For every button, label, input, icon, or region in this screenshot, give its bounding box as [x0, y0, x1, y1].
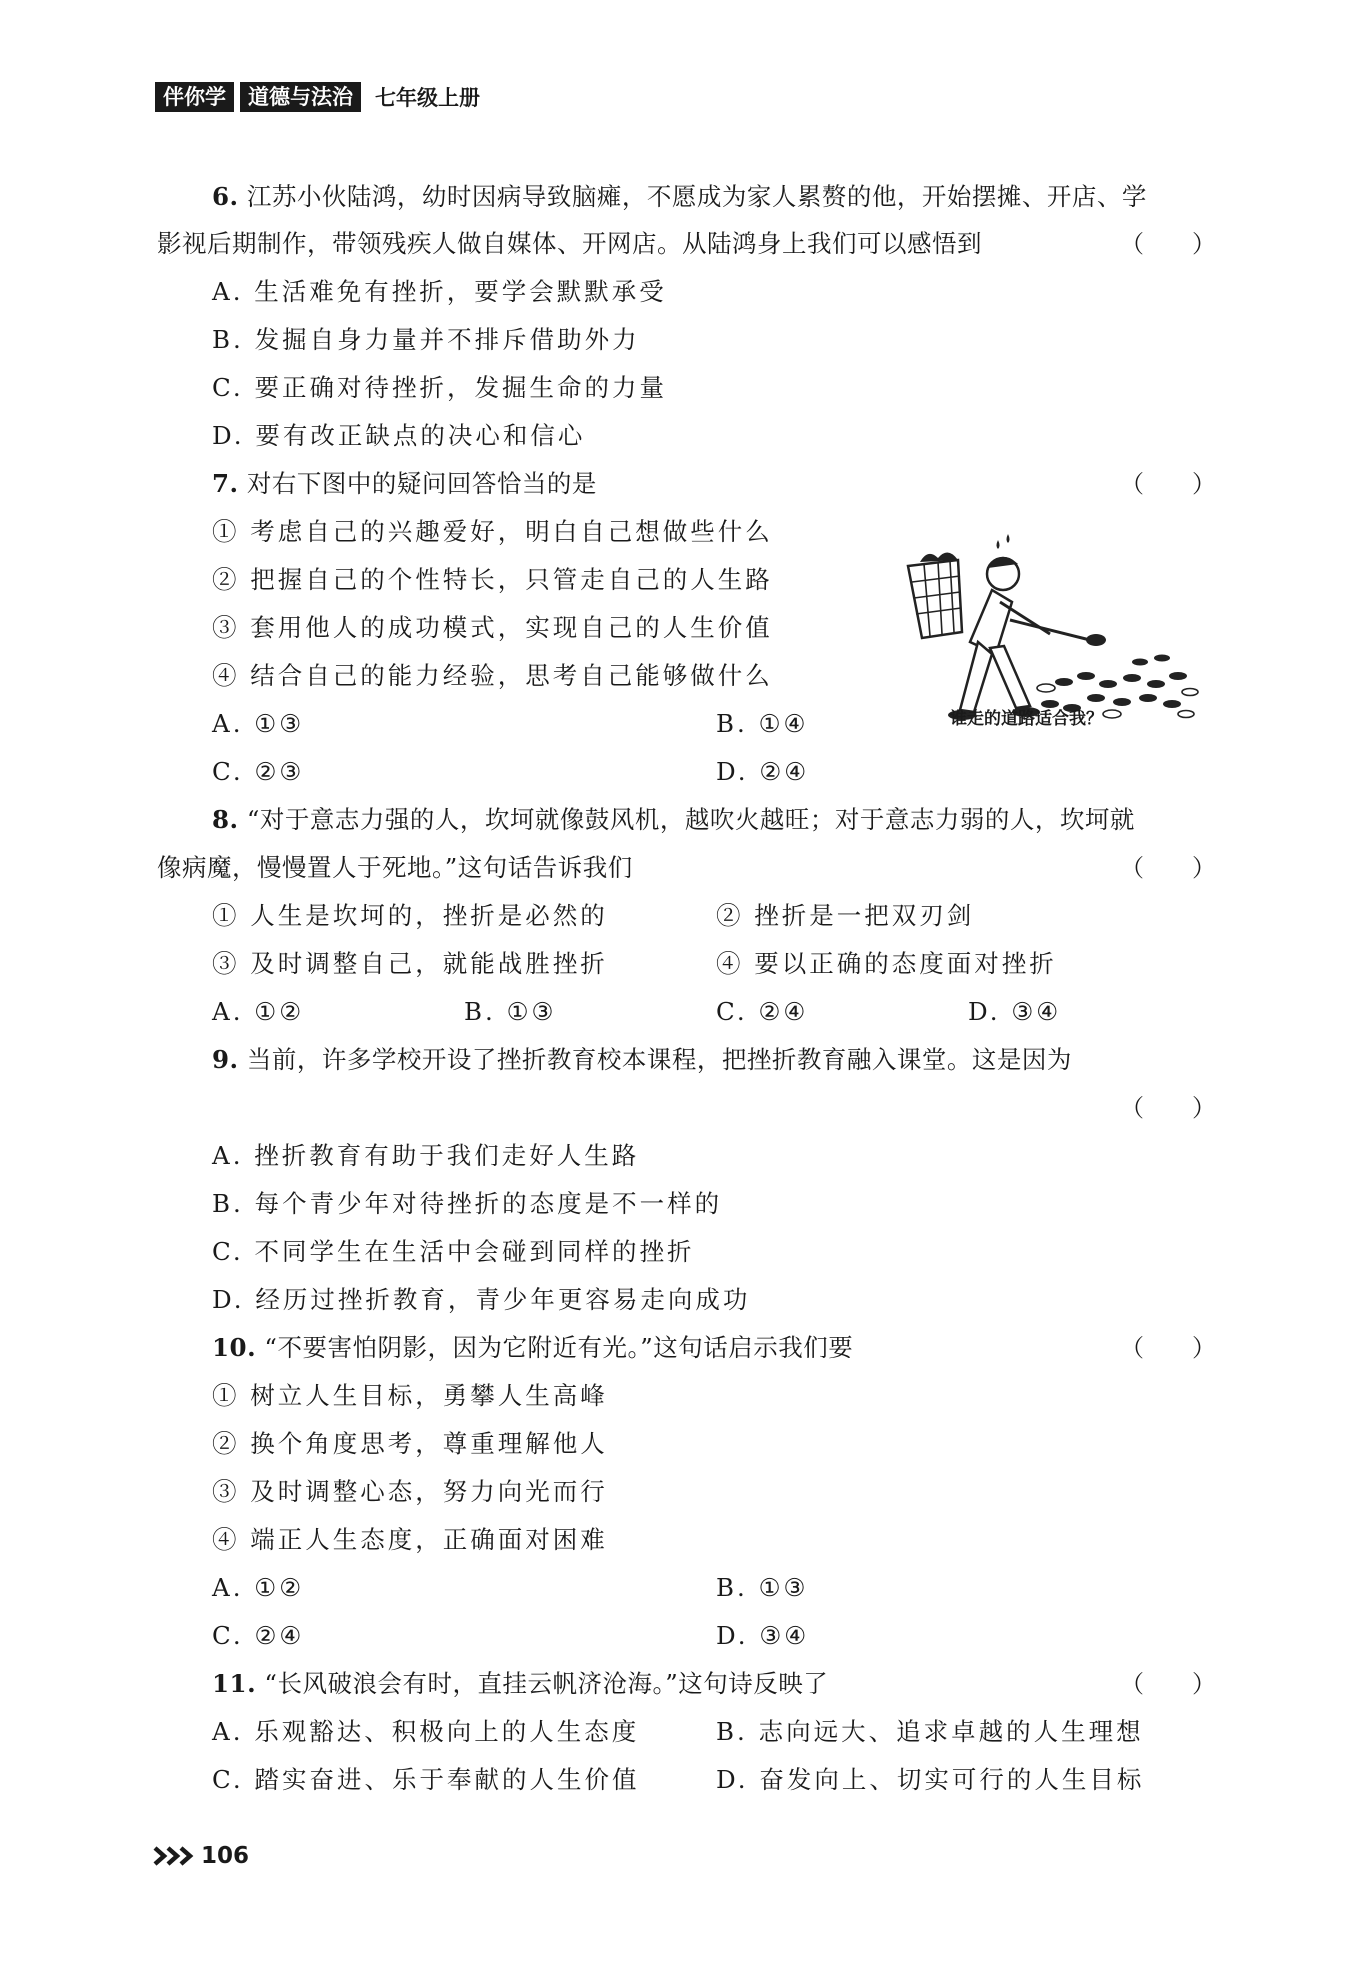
q6-stem-line2: 影视后期制作，带领残疾人做自媒体、开网店。从陆鸿身上我们可以感悟到 — [157, 229, 982, 258]
q10-item-1: ① 树立人生目标，勇攀人生高峰 — [212, 1381, 608, 1410]
q10-option-a[interactable]: A. ①② — [212, 1573, 305, 1602]
q8-stem-line2: 像病魔，慢慢置人于死地。”这句话告诉我们 — [157, 853, 633, 882]
figure-caption: 谁走的道路适合我？ — [950, 709, 1103, 729]
q10-item-4: ④ 端正人生态度，正确面对困难 — [212, 1525, 608, 1554]
q8-item-4: ④ 要以正确的态度面对挫折 — [716, 949, 1057, 978]
q10-item-2: ② 换个角度思考，尊重理解他人 — [212, 1429, 608, 1458]
q6-stem-line1 — [212, 180, 1147, 214]
q8-item-1: ① 人生是坎坷的，挫折是必然的 — [212, 901, 608, 930]
triple-chevron-icon — [153, 1845, 197, 1867]
q6-option-b[interactable]: B. 发掘自身力量并不排斥借助外力 — [212, 325, 640, 354]
q10-number: 10. — [212, 1333, 257, 1362]
q8-option-b[interactable]: B. ①③ — [464, 997, 557, 1026]
q7-answer-paren[interactable]: （ ） — [1120, 470, 1216, 498]
q9-option-a[interactable]: A. 挫折教育有助于我们走好人生路 — [212, 1141, 640, 1170]
q8-number: 8. — [212, 805, 239, 834]
q8-answer-paren[interactable]: （ ） — [1120, 854, 1216, 882]
running-header — [155, 82, 480, 112]
q10-stem — [212, 1331, 853, 1365]
q7-item-1: ① 考虑自己的兴趣爱好，明白自己想做些什么 — [212, 517, 773, 546]
q8-item-3: ③ 及时调整自己，就能战胜挫折 — [212, 949, 608, 978]
q9-number: 9. — [212, 1045, 239, 1074]
q7-item-4: ④ 结合自己的能力经验，思考自己能够做什么 — [212, 661, 773, 690]
q6-option-a[interactable]: A. 生活难免有挫折，要学会默默承受 — [212, 277, 667, 306]
q7-option-b[interactable]: B. ①④ — [716, 709, 809, 738]
q7-option-a[interactable]: A. ①③ — [212, 709, 305, 738]
q9-answer-paren[interactable]: （ ） — [1120, 1094, 1216, 1122]
q6-number: 6. — [212, 182, 239, 211]
q11-stem — [212, 1667, 828, 1701]
q9-option-c[interactable]: C. 不同学生在生活中会碰到同样的挫折 — [212, 1237, 695, 1266]
q6-answer-paren[interactable]: （ ） — [1120, 230, 1216, 258]
q6-line1-text: 江苏小伙陆鸿，幼时因病导致脑瘫，不愿成为家人累赘的他，开始摆摊、开店、学 — [246, 182, 1147, 211]
header-subject: 道德与法治 — [240, 82, 361, 112]
header-book: 伴你学 — [155, 82, 234, 112]
q10-option-c[interactable]: C. ②④ — [212, 1621, 305, 1650]
q7-stem — [212, 467, 597, 501]
q6-option-c[interactable]: C. 要正确对待挫折，发掘生命的力量 — [212, 373, 667, 402]
q10-answer-paren[interactable]: （ ） — [1120, 1334, 1216, 1362]
q7-number: 7. — [212, 469, 239, 498]
walking-man-illustration — [900, 522, 1200, 732]
page-footer — [153, 1843, 249, 1869]
q7-stem-text: 对右下图中的疑问回答恰当的是 — [246, 469, 597, 498]
q10-item-3: ③ 及时调整心态，努力向光而行 — [212, 1477, 608, 1506]
q11-answer-paren[interactable]: （ ） — [1120, 1670, 1216, 1698]
q11-option-c[interactable]: C. 踏实奋进、乐于奉献的人生价值 — [212, 1765, 640, 1794]
q9-option-b[interactable]: B. 每个青少年对待挫折的态度是不一样的 — [212, 1189, 723, 1218]
q7-item-3: ③ 套用他人的成功模式，实现自己的人生价值 — [212, 613, 773, 642]
q8-option-d[interactable]: D. ③④ — [968, 997, 1062, 1026]
q9-stem-text: 当前，许多学校开设了挫折教育校本课程，把挫折教育融入课堂。这是因为 — [246, 1045, 1072, 1074]
q9-option-d[interactable]: D. 经历过挫折教育，青少年更容易走向成功 — [212, 1285, 751, 1314]
header-grade: 七年级上册 — [375, 85, 480, 110]
q11-option-b[interactable]: B. 志向远大、追求卓越的人生理想 — [716, 1717, 1144, 1746]
q10-stem-text: “不要害怕阴影，因为它附近有光。”这句话启示我们要 — [264, 1333, 854, 1362]
q8-stem-line1 — [212, 803, 1135, 837]
q6-option-d[interactable]: D. 要有改正缺点的决心和信心 — [212, 421, 586, 450]
q9-stem — [212, 1043, 1072, 1077]
q7-item-2: ② 把握自己的个性特长，只管走自己的人生路 — [212, 565, 773, 594]
q8-option-a[interactable]: A. ①② — [212, 997, 305, 1026]
q11-option-d[interactable]: D. 奋发向上、切实可行的人生目标 — [716, 1765, 1145, 1794]
q11-option-a[interactable]: A. 乐观豁达、积极向上的人生态度 — [212, 1717, 640, 1746]
q7-option-c[interactable]: C. ②③ — [212, 757, 305, 786]
q8-line1-text: “对于意志力强的人，坎坷就像鼓风机，越吹火越旺；对于意志力弱的人，坎坷就 — [246, 805, 1135, 834]
q10-option-d[interactable]: D. ③④ — [716, 1621, 810, 1650]
q8-item-2: ② 挫折是一把双刃剑 — [716, 901, 975, 930]
q11-stem-text: “长风破浪会有时，直挂云帆济沧海。”这句诗反映了 — [264, 1669, 829, 1698]
q10-option-b[interactable]: B. ①③ — [716, 1573, 809, 1602]
page-number: 106 — [201, 1843, 250, 1869]
q8-option-c[interactable]: C. ②④ — [716, 997, 809, 1026]
q11-number: 11. — [212, 1669, 257, 1698]
q7-option-d[interactable]: D. ②④ — [716, 757, 810, 786]
